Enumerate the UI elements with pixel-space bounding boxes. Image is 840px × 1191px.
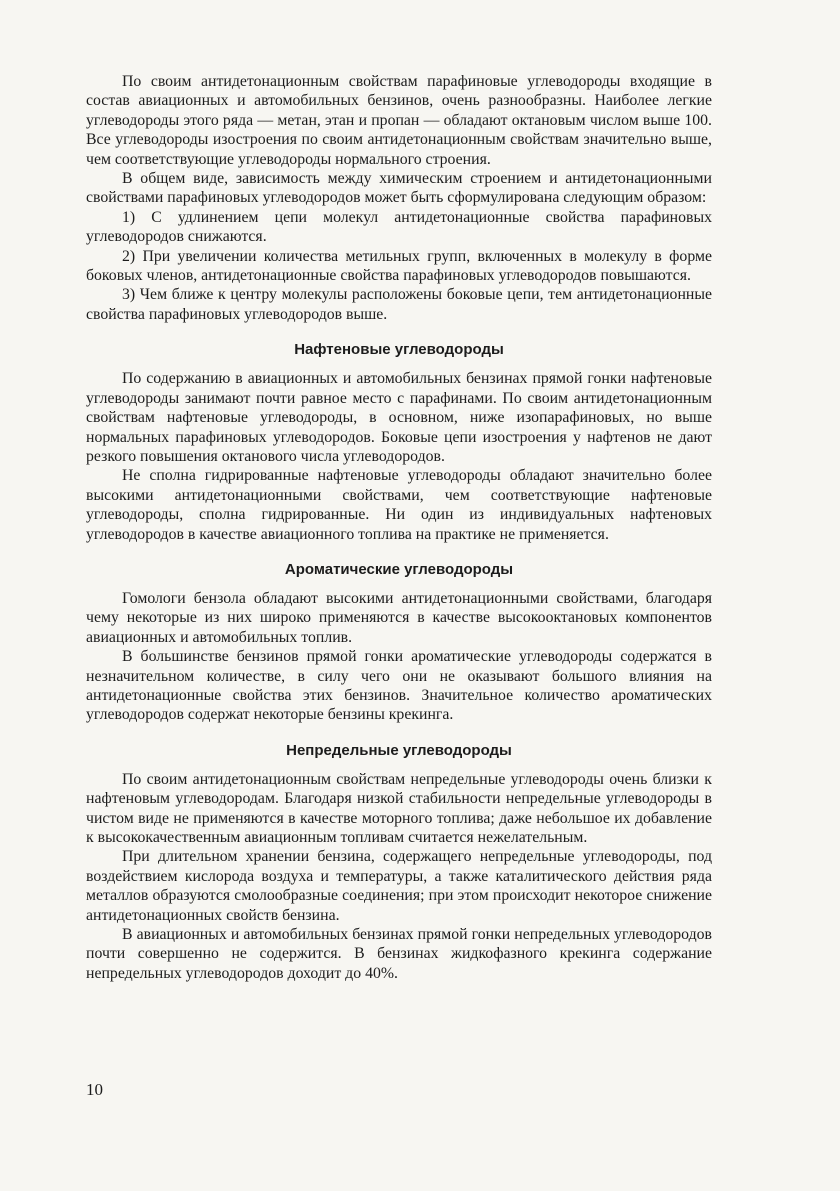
list-item-rule-1: 1) С удлинением цепи молекул антидетонационные свойства парафиновых углеводородов снижаются. xyxy=(86,208,712,246)
paragraph-naphthenic-hydrogenated: Не сполна гидрированные нафтеновые углеводороды обладают значительно более высокими антидетонационными свойствами, чем соответствующие нафтеновые углеводороды, сполна гидрированные. Ни один из индивидуальных нафтеновых углеводородов в качестве авиационного топлива на практике не применяется. xyxy=(86,467,712,543)
paragraph-unsaturated-properties: По своим антидетонационным свойствам непредельные углеводороды очень близки к нафтеновым углеводородам. Благодаря низкой стабильности непредельные углеводороды в чистом виде не применяются в качестве моторного топлива; даже небольшое их добавление к высококачественным авиационным топливам считается нежелательным. xyxy=(86,770,712,846)
text-column xyxy=(86,72,712,983)
section-heading-naphthenic: Нафтеновые углеводороды xyxy=(294,341,504,359)
paragraph-structure-dependence: В общем виде, зависимость между химическим строением и антидетонационными свойствами парафиновых углеводородов может быть сформулирована следующим образом: xyxy=(86,170,712,207)
list-item-rule-3: 3) Чем ближе к центру молекулы расположены боковые цепи, тем антидетонационные свойства парафиновых углеводородов выше. xyxy=(86,286,712,323)
paragraph-paraffin-antiknock: По своим антидетонационным свойствам парафиновые углеводороды входящие в состав авиационных и автомобильных бензинов, очень разнообразны. Наиболее легкие углеводороды этого ряда — метан, этан и пропан — обладают октановым числом выше 100. Все углеводороды изостроения по своим антидетонационным свойствам значительно выше, чем соответствующие углеводороды нормального строения. xyxy=(86,73,712,168)
list-item-rule-2: 2) При увеличении количества метильных групп, включенных в молекулу в форме боковых членов, антидетонационные свойства парафиновых углеводородов повышаются. xyxy=(86,247,712,285)
page-number: 10 xyxy=(86,1080,103,1099)
paragraph-benzene-homologues: Гомологи бензола обладают высокими антидетонационными свойствами, благодаря чему некоторые из них широко применяются в качестве высокооктановых компонентов авиационных и автомобильных топлив. xyxy=(86,589,712,646)
section-heading-aromatic: Ароматические углеводороды xyxy=(284,560,514,578)
paragraph-naphthenic-content: По содержанию в авиационных и автомобильных бензинах прямой гонки нафтеновые углеводороды занимают почти равное место с парафинами. По своим антидетонационным свойствам нафтеновые углеводороды, в основном, ниже изопарафиновых, но выше нормальных парафиновых углеводородов. Боковые цепи изостроения у нафтенов не дают резкого повышения октанового числа углеводородов. xyxy=(86,370,712,465)
section-heading-unsaturated: Непредельные углеводороды xyxy=(286,741,512,759)
paragraph-unsaturated-content: В авиационных и автомобильных бензинах прямой гонки непредельных углеводородов почти совершенно не содержится. В бензинах жидкофазного крекинга содержание непредельных углеводородов доходит до 40%. xyxy=(86,926,712,982)
paragraph-aromatic-straight-run: В большинстве бензинов прямой гонки ароматические углеводороды содержатся в незначительном количестве, в силу чего они не оказывают большого влияния на антидетонационные свойства этих бензинов. Значительное количество ароматических углеводородов содержат некоторые бензины крекинга. xyxy=(86,648,712,724)
paragraph-unsaturated-storage: При длительном хранении бензина, содержащего непредельные углеводороды, под воздействием кислорода воздуха и температуры, а также каталитического действия ряда металлов образуются смолообразные соединения; при этом происходит некоторое снижение антидетонационных свойств бензина. xyxy=(86,848,712,924)
